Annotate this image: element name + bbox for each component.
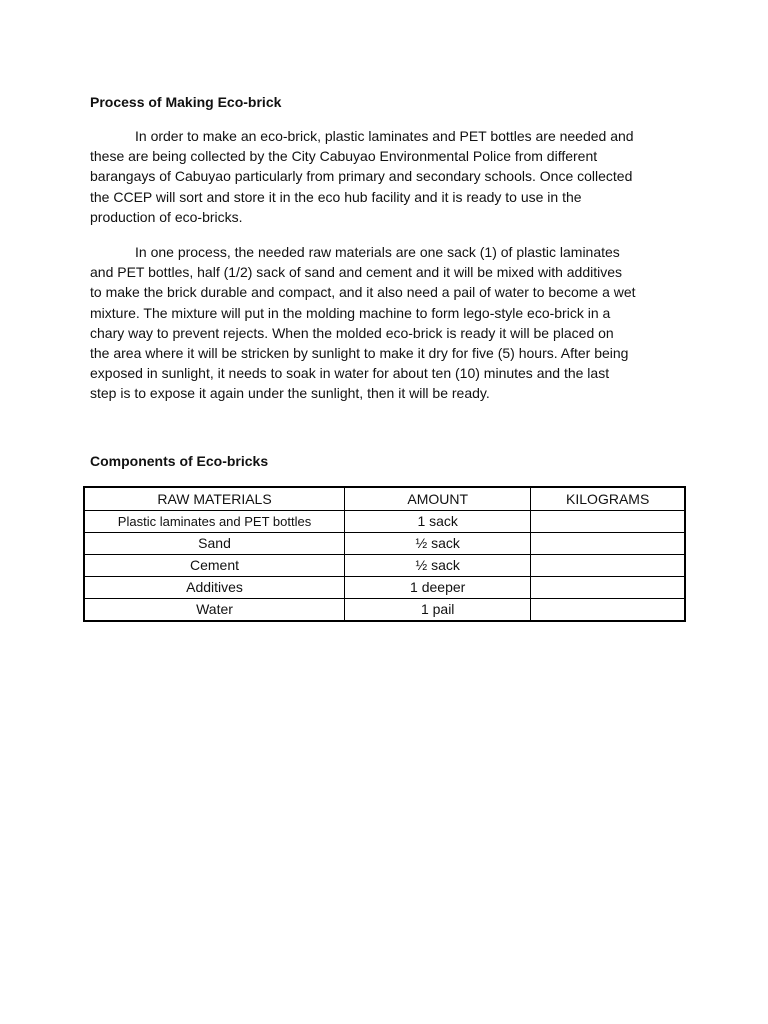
kilograms-cell	[531, 599, 685, 622]
material-cell: Additives	[84, 577, 345, 599]
column-header-amount: AMOUNT	[345, 487, 531, 511]
material-cell: Water	[84, 599, 345, 622]
table-header-row	[84, 487, 685, 511]
process-heading: Process of Making Eco-brick	[90, 94, 282, 110]
table-row	[84, 555, 685, 577]
process-paragraph-2: In one process, the needed raw materials are one sack (1) of plastic laminates and PET bottles, half (1/2) sack of sand and cement and it will be mixed with additives to make the brick durable and compact, and it also need a pail of water to become a wet mixture. The mixture will put in the molding machine to form lego-style eco-brick in a chary way to prevent rejects. When the molded eco-brick is ready it will be placed on the area where it will be stricken by sunlight to make it dry for five (5) hours. After being exposed in sunlight, it needs to soak in water for about ten (10) minutes and the last step is to expose it again under the sunlight, then it will be ready.	[90, 244, 636, 402]
kilograms-cell	[531, 511, 685, 533]
kilograms-cell	[531, 555, 685, 577]
amount-cell: 1 pail	[345, 599, 531, 622]
kilograms-cell	[531, 577, 685, 599]
material-cell: Plastic laminates and PET bottles	[84, 511, 345, 533]
amount-cell: 1 deeper	[345, 577, 531, 599]
table-row	[84, 511, 685, 533]
amount-cell: ½ sack	[345, 533, 531, 555]
amount-cell: ½ sack	[345, 555, 531, 577]
column-header-raw-materials: RAW MATERIALS	[84, 487, 345, 511]
material-cell: Cement	[84, 555, 345, 577]
components-table	[83, 486, 686, 622]
kilograms-cell	[531, 533, 685, 555]
amount-cell: 1 sack	[345, 511, 531, 533]
components-heading: Components of Eco-bricks	[90, 453, 269, 469]
table-row	[84, 533, 685, 555]
process-paragraph-1: In order to make an eco-brick, plastic laminates and PET bottles are needed and these are being collected by the City Cabuyao Environmental Police from different barangays of Cabuyao particularly from primary and secondary schools. Once collected the CCEP will sort and store it in the eco hub facility and it is ready to use in the production of eco-bricks.	[90, 128, 634, 225]
table-row	[84, 577, 685, 599]
table-row	[84, 599, 685, 622]
column-header-kilograms: KILOGRAMS	[531, 487, 685, 511]
material-cell: Sand	[84, 533, 345, 555]
